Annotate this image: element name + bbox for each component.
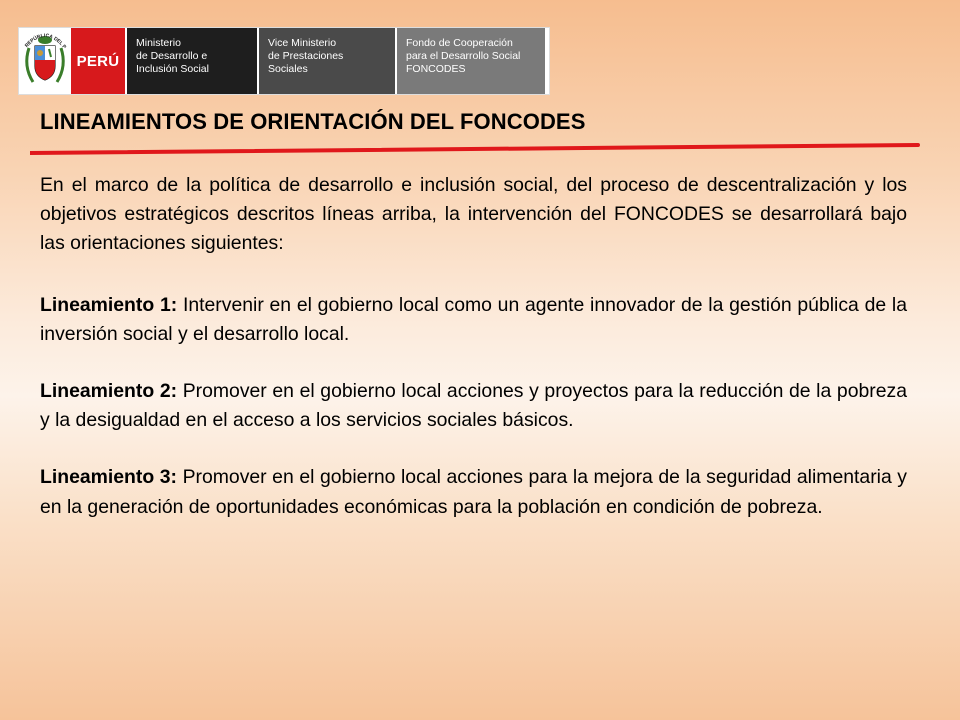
coat-of-arms-logo [19, 28, 71, 94]
entity-vice-ministerio: Vice Ministerio de Prestaciones Sociales [257, 28, 395, 94]
lineamiento-label: Lineamiento 2: [40, 380, 178, 403]
lineamiento-text: Promover en el gobierno local acciones para la mejora de la seguridad alimentaria y en la generación de oportunidades económicas para la población en condición de pobreza. [40, 466, 907, 518]
lineamiento-label: Lineamiento 3: [40, 466, 178, 489]
lineamiento-label: Lineamiento 1: [40, 293, 178, 316]
entity-foncodes: Fondo de Cooperación para el Desarrollo Social FONCODES [395, 28, 545, 94]
title-underline [30, 142, 920, 156]
slide-body [40, 171, 907, 550]
lineamiento-3 [40, 463, 907, 521]
lineamiento-2 [40, 377, 907, 435]
lineamiento-1 [40, 291, 907, 349]
header-banner [19, 28, 549, 94]
lineamiento-text: Promover en el gobierno local acciones y proyectos para la reducción de la pobreza y la desigualdad en el acceso a los servicios sociales básicos. [40, 380, 907, 432]
peru-brand: PERÚ [71, 28, 125, 94]
slide-title: LINEAMIENTOS DE ORIENTACIÓN DEL FONCODES [40, 109, 586, 134]
svg-text:REPÚBLICA DEL PERÚ: REPÚBLICA DEL P [23, 32, 68, 51]
entity-ministerio: Ministerio de Desarrollo e Inclusión Social [125, 28, 257, 94]
lineamiento-text: Intervenir en el gobierno local como un agente innovador de la gestión pública de la inversión social y el desarrollo local. [40, 293, 907, 345]
coat-of-arms-icon [21, 30, 69, 92]
intro-paragraph: En el marco de la política de desarrollo e inclusión social, del proceso de descentralización y los objetivos estratégicos descritos líneas arriba, la intervención del FONCODES se desarrollará bajo las orientaciones siguientes: [40, 174, 907, 255]
